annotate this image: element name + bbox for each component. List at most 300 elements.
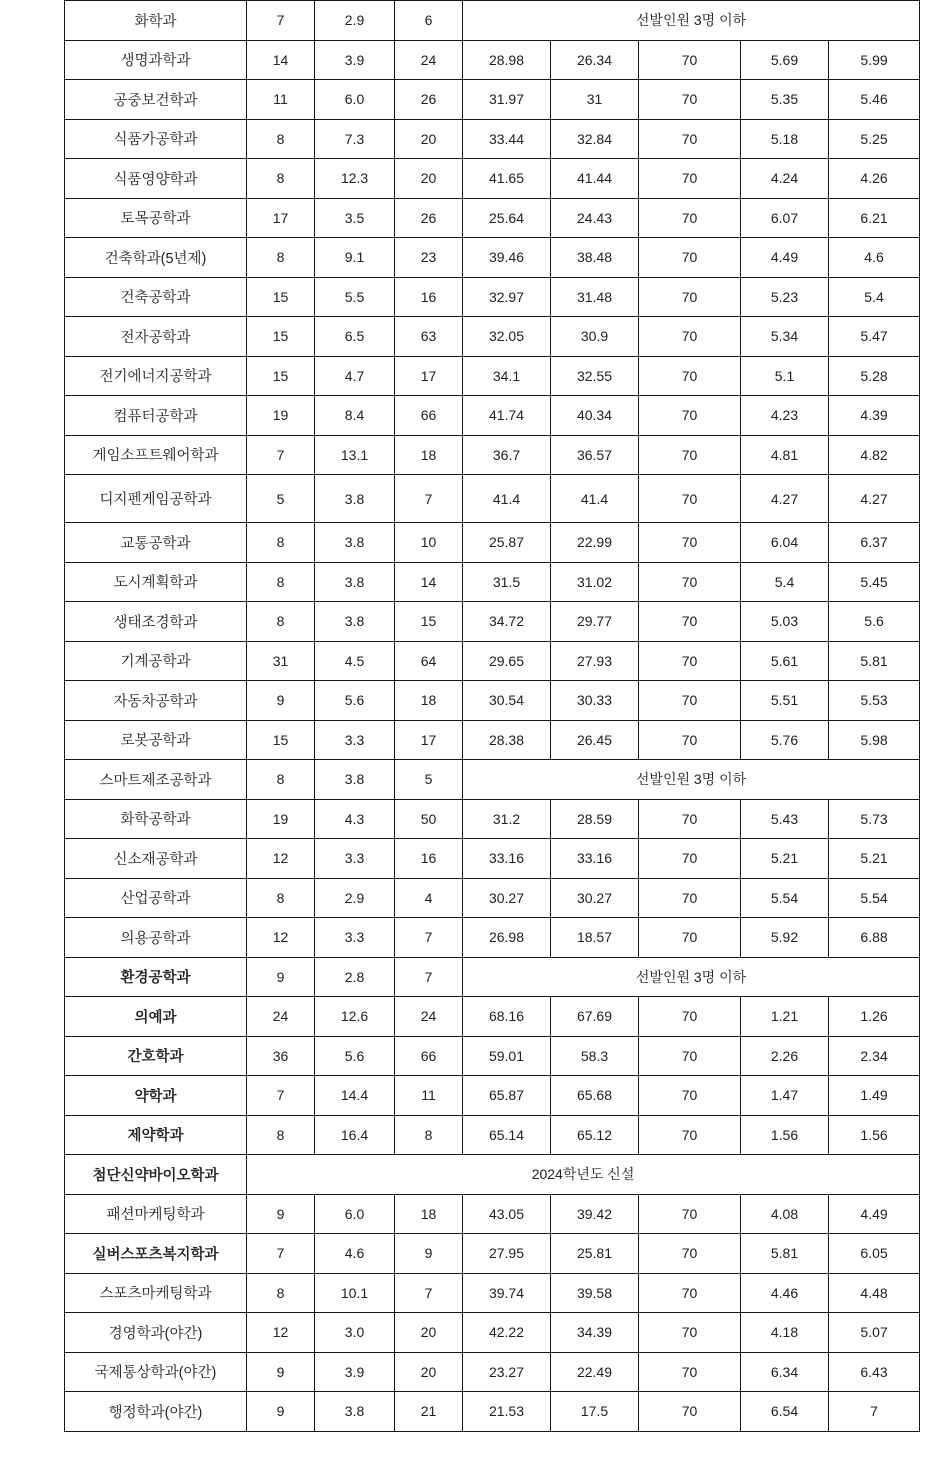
value-cell: 19 — [247, 799, 315, 839]
value-cell: 70 — [639, 159, 741, 199]
department-cell: 패션마케팅학과 — [65, 1194, 247, 1234]
table-row — [65, 80, 920, 120]
value-cell: 5.28 — [829, 356, 920, 396]
value-cell: 19 — [247, 396, 315, 436]
value-cell: 5.54 — [829, 878, 920, 918]
merged-note-cell: 2024학년도 신설 — [247, 1155, 920, 1195]
department-cell: 의예과 — [65, 997, 247, 1037]
value-cell: 36 — [247, 1036, 315, 1076]
table-row — [65, 119, 920, 159]
value-cell: 58.3 — [551, 1036, 639, 1076]
table-row — [65, 356, 920, 396]
value-cell: 70 — [639, 277, 741, 317]
value-cell: 2.9 — [315, 1, 395, 41]
value-cell: 41.4 — [551, 475, 639, 523]
value-cell: 66 — [395, 396, 463, 436]
value-cell: 2.9 — [315, 878, 395, 918]
value-cell: 16 — [395, 277, 463, 317]
value-cell: 27.95 — [463, 1234, 551, 1274]
table-row — [65, 523, 920, 563]
value-cell: 8 — [247, 238, 315, 278]
value-cell: 6.05 — [829, 1234, 920, 1274]
table-row — [65, 1036, 920, 1076]
value-cell: 15 — [247, 317, 315, 357]
value-cell: 26.98 — [463, 918, 551, 958]
table-row — [65, 720, 920, 760]
department-cell: 건축공학과 — [65, 277, 247, 317]
value-cell: 70 — [639, 119, 741, 159]
value-cell: 30.9 — [551, 317, 639, 357]
value-cell: 12 — [247, 1313, 315, 1353]
value-cell: 27.93 — [551, 641, 639, 681]
value-cell: 22.49 — [551, 1352, 639, 1392]
table-row — [65, 475, 920, 523]
value-cell: 70 — [639, 681, 741, 721]
value-cell: 6.54 — [741, 1392, 829, 1432]
value-cell: 20 — [395, 159, 463, 199]
value-cell: 6.21 — [829, 198, 920, 238]
value-cell: 5.73 — [829, 799, 920, 839]
value-cell: 39.74 — [463, 1273, 551, 1313]
value-cell: 8 — [395, 1115, 463, 1155]
value-cell: 18 — [395, 681, 463, 721]
value-cell: 22.99 — [551, 523, 639, 563]
value-cell: 30.27 — [463, 878, 551, 918]
value-cell: 24 — [247, 997, 315, 1037]
value-cell: 70 — [639, 1392, 741, 1432]
value-cell: 3.0 — [315, 1313, 395, 1353]
value-cell: 25.87 — [463, 523, 551, 563]
value-cell: 14 — [247, 40, 315, 80]
value-cell: 70 — [639, 435, 741, 475]
value-cell: 7.3 — [315, 119, 395, 159]
value-cell: 63 — [395, 317, 463, 357]
value-cell: 5.18 — [741, 119, 829, 159]
value-cell: 70 — [639, 602, 741, 642]
value-cell: 5.92 — [741, 918, 829, 958]
value-cell: 15 — [247, 356, 315, 396]
value-cell: 8 — [247, 1273, 315, 1313]
value-cell: 32.97 — [463, 277, 551, 317]
table-row — [65, 1, 920, 41]
value-cell: 4.39 — [829, 396, 920, 436]
value-cell: 5.34 — [741, 317, 829, 357]
value-cell: 70 — [639, 641, 741, 681]
value-cell: 17 — [247, 198, 315, 238]
value-cell: 30.27 — [551, 878, 639, 918]
value-cell: 3.8 — [315, 475, 395, 523]
value-cell: 39.42 — [551, 1194, 639, 1234]
value-cell: 8 — [247, 878, 315, 918]
value-cell: 50 — [395, 799, 463, 839]
value-cell: 26 — [395, 198, 463, 238]
value-cell: 38.48 — [551, 238, 639, 278]
value-cell: 30.54 — [463, 681, 551, 721]
department-cell: 디지펜게임공학과 — [65, 475, 247, 523]
value-cell: 34.39 — [551, 1313, 639, 1353]
value-cell: 70 — [639, 1234, 741, 1274]
department-cell: 컴퓨터공학과 — [65, 396, 247, 436]
value-cell: 41.74 — [463, 396, 551, 436]
value-cell: 18 — [395, 435, 463, 475]
value-cell: 10.1 — [315, 1273, 395, 1313]
department-cell: 게임소프트웨어학과 — [65, 435, 247, 475]
value-cell: 2.26 — [741, 1036, 829, 1076]
value-cell: 28.38 — [463, 720, 551, 760]
table-row — [65, 40, 920, 80]
value-cell: 5.23 — [741, 277, 829, 317]
value-cell: 24 — [395, 997, 463, 1037]
value-cell: 4.48 — [829, 1273, 920, 1313]
value-cell: 5.4 — [741, 562, 829, 602]
value-cell: 4.6 — [315, 1234, 395, 1274]
table-row — [65, 1392, 920, 1432]
value-cell: 3.8 — [315, 562, 395, 602]
value-cell: 70 — [639, 317, 741, 357]
value-cell: 4.49 — [829, 1194, 920, 1234]
value-cell: 70 — [639, 80, 741, 120]
value-cell: 42.22 — [463, 1313, 551, 1353]
department-cell: 공중보건학과 — [65, 80, 247, 120]
value-cell: 2.8 — [315, 957, 395, 997]
value-cell: 31.48 — [551, 277, 639, 317]
table-row — [65, 198, 920, 238]
table-row — [65, 799, 920, 839]
value-cell: 5.98 — [829, 720, 920, 760]
table-row — [65, 839, 920, 879]
value-cell: 41.4 — [463, 475, 551, 523]
value-cell: 43.05 — [463, 1194, 551, 1234]
value-cell: 17 — [395, 720, 463, 760]
value-cell: 9 — [247, 1392, 315, 1432]
table-row — [65, 1273, 920, 1313]
value-cell: 8 — [247, 562, 315, 602]
value-cell: 70 — [639, 238, 741, 278]
value-cell: 18.57 — [551, 918, 639, 958]
department-cell: 의용공학과 — [65, 918, 247, 958]
value-cell: 70 — [639, 839, 741, 879]
value-cell: 31 — [551, 80, 639, 120]
table-row — [65, 238, 920, 278]
value-cell: 70 — [639, 1036, 741, 1076]
table-row — [65, 1155, 920, 1195]
value-cell: 34.72 — [463, 602, 551, 642]
value-cell: 36.57 — [551, 435, 639, 475]
value-cell: 67.69 — [551, 997, 639, 1037]
table-row — [65, 277, 920, 317]
value-cell: 65.87 — [463, 1076, 551, 1116]
value-cell: 16 — [395, 839, 463, 879]
value-cell: 17 — [395, 356, 463, 396]
department-cell: 자동차공학과 — [65, 681, 247, 721]
value-cell: 18 — [395, 1194, 463, 1234]
value-cell: 4.49 — [741, 238, 829, 278]
value-cell: 24 — [395, 40, 463, 80]
value-cell: 41.44 — [551, 159, 639, 199]
department-cell: 전자공학과 — [65, 317, 247, 357]
value-cell: 70 — [639, 562, 741, 602]
value-cell: 23.27 — [463, 1352, 551, 1392]
department-cell: 스포츠마케팅학과 — [65, 1273, 247, 1313]
value-cell: 5.47 — [829, 317, 920, 357]
value-cell: 7 — [247, 435, 315, 475]
value-cell: 4.3 — [315, 799, 395, 839]
department-cell: 화학공학과 — [65, 799, 247, 839]
value-cell: 66 — [395, 1036, 463, 1076]
value-cell: 32.84 — [551, 119, 639, 159]
department-cell: 환경공학과 — [65, 957, 247, 997]
value-cell: 6.88 — [829, 918, 920, 958]
table-row — [65, 435, 920, 475]
department-cell: 산업공학과 — [65, 878, 247, 918]
value-cell: 39.58 — [551, 1273, 639, 1313]
value-cell: 5.6 — [829, 602, 920, 642]
table-row — [65, 1313, 920, 1353]
value-cell: 70 — [639, 997, 741, 1037]
table-row — [65, 957, 920, 997]
table-row — [65, 641, 920, 681]
value-cell: 33.44 — [463, 119, 551, 159]
department-cell: 로봇공학과 — [65, 720, 247, 760]
table-row — [65, 878, 920, 918]
value-cell: 3.3 — [315, 918, 395, 958]
value-cell: 6 — [395, 1, 463, 41]
value-cell: 1.56 — [829, 1115, 920, 1155]
value-cell: 7 — [395, 475, 463, 523]
value-cell: 9 — [247, 681, 315, 721]
value-cell: 9 — [247, 1352, 315, 1392]
value-cell: 65.12 — [551, 1115, 639, 1155]
department-cell: 생태조경학과 — [65, 602, 247, 642]
value-cell: 70 — [639, 878, 741, 918]
value-cell: 5.54 — [741, 878, 829, 918]
department-cell: 건축학과(5년제) — [65, 238, 247, 278]
value-cell: 5.43 — [741, 799, 829, 839]
value-cell: 3.3 — [315, 839, 395, 879]
value-cell: 5.46 — [829, 80, 920, 120]
department-cell: 약학과 — [65, 1076, 247, 1116]
value-cell: 65.14 — [463, 1115, 551, 1155]
table-row — [65, 1234, 920, 1274]
value-cell: 29.77 — [551, 602, 639, 642]
table-row — [65, 396, 920, 436]
value-cell: 5.4 — [829, 277, 920, 317]
value-cell: 70 — [639, 799, 741, 839]
value-cell: 3.8 — [315, 1392, 395, 1432]
value-cell: 7 — [395, 918, 463, 958]
table-body — [65, 1, 920, 1432]
department-cell: 기계공학과 — [65, 641, 247, 681]
value-cell: 23 — [395, 238, 463, 278]
value-cell: 5.81 — [829, 641, 920, 681]
value-cell: 70 — [639, 1115, 741, 1155]
value-cell: 6.34 — [741, 1352, 829, 1392]
value-cell: 7 — [395, 957, 463, 997]
department-cell: 행정학과(야간) — [65, 1392, 247, 1432]
value-cell: 70 — [639, 475, 741, 523]
value-cell: 5.76 — [741, 720, 829, 760]
value-cell: 7 — [829, 1392, 920, 1432]
value-cell: 21 — [395, 1392, 463, 1432]
value-cell: 9 — [395, 1234, 463, 1274]
value-cell: 30.33 — [551, 681, 639, 721]
value-cell: 5.99 — [829, 40, 920, 80]
value-cell: 4.27 — [741, 475, 829, 523]
department-cell: 도시계획학과 — [65, 562, 247, 602]
value-cell: 4.81 — [741, 435, 829, 475]
value-cell: 70 — [639, 1194, 741, 1234]
value-cell: 6.5 — [315, 317, 395, 357]
value-cell: 11 — [247, 80, 315, 120]
table-row — [65, 1352, 920, 1392]
value-cell: 31.2 — [463, 799, 551, 839]
value-cell: 5.53 — [829, 681, 920, 721]
value-cell: 12 — [247, 839, 315, 879]
value-cell: 5 — [247, 475, 315, 523]
value-cell: 5.35 — [741, 80, 829, 120]
value-cell: 4 — [395, 878, 463, 918]
value-cell: 12.6 — [315, 997, 395, 1037]
value-cell: 14 — [395, 562, 463, 602]
value-cell: 8.4 — [315, 396, 395, 436]
value-cell: 12.3 — [315, 159, 395, 199]
value-cell: 3.9 — [315, 1352, 395, 1392]
value-cell: 68.16 — [463, 997, 551, 1037]
table-row — [65, 918, 920, 958]
value-cell: 4.5 — [315, 641, 395, 681]
merged-note-cell: 선발인원 3명 이하 — [463, 760, 920, 800]
value-cell: 8 — [247, 760, 315, 800]
value-cell: 26.45 — [551, 720, 639, 760]
value-cell: 70 — [639, 198, 741, 238]
value-cell: 5.51 — [741, 681, 829, 721]
value-cell: 16.4 — [315, 1115, 395, 1155]
value-cell: 17.5 — [551, 1392, 639, 1432]
value-cell: 14.4 — [315, 1076, 395, 1116]
value-cell: 70 — [639, 1076, 741, 1116]
value-cell: 31.02 — [551, 562, 639, 602]
value-cell: 13.1 — [315, 435, 395, 475]
value-cell: 20 — [395, 1313, 463, 1353]
value-cell: 25.81 — [551, 1234, 639, 1274]
table-row — [65, 602, 920, 642]
value-cell: 3.8 — [315, 523, 395, 563]
department-cell: 신소재공학과 — [65, 839, 247, 879]
value-cell: 4.18 — [741, 1313, 829, 1353]
merged-note-cell: 선발인원 3명 이하 — [463, 957, 920, 997]
value-cell: 70 — [639, 40, 741, 80]
table-row — [65, 760, 920, 800]
value-cell: 26.34 — [551, 40, 639, 80]
table-row — [65, 317, 920, 357]
value-cell: 4.24 — [741, 159, 829, 199]
table-row — [65, 1076, 920, 1116]
value-cell: 5.6 — [315, 1036, 395, 1076]
value-cell: 3.5 — [315, 198, 395, 238]
value-cell: 1.56 — [741, 1115, 829, 1155]
value-cell: 70 — [639, 1313, 741, 1353]
value-cell: 4.27 — [829, 475, 920, 523]
value-cell: 7 — [247, 1, 315, 41]
value-cell: 20 — [395, 119, 463, 159]
value-cell: 6.0 — [315, 1194, 395, 1234]
value-cell: 5.21 — [741, 839, 829, 879]
value-cell: 8 — [247, 602, 315, 642]
value-cell: 6.04 — [741, 523, 829, 563]
value-cell: 8 — [247, 1115, 315, 1155]
value-cell: 39.46 — [463, 238, 551, 278]
table-row — [65, 159, 920, 199]
value-cell: 21.53 — [463, 1392, 551, 1432]
value-cell: 5.03 — [741, 602, 829, 642]
value-cell: 5.69 — [741, 40, 829, 80]
value-cell: 4.7 — [315, 356, 395, 396]
department-cell: 제약학과 — [65, 1115, 247, 1155]
value-cell: 8 — [247, 159, 315, 199]
value-cell: 70 — [639, 720, 741, 760]
value-cell: 5.1 — [741, 356, 829, 396]
value-cell: 31.5 — [463, 562, 551, 602]
department-cell: 토목공학과 — [65, 198, 247, 238]
value-cell: 4.82 — [829, 435, 920, 475]
value-cell: 5.25 — [829, 119, 920, 159]
value-cell: 2.34 — [829, 1036, 920, 1076]
value-cell: 70 — [639, 523, 741, 563]
department-cell: 경영학과(야간) — [65, 1313, 247, 1353]
value-cell: 28.59 — [551, 799, 639, 839]
value-cell: 1.21 — [741, 997, 829, 1037]
department-cell: 생명과학과 — [65, 40, 247, 80]
value-cell: 70 — [639, 1273, 741, 1313]
value-cell: 5.6 — [315, 681, 395, 721]
department-cell: 첨단신약바이오학과 — [65, 1155, 247, 1195]
table-row — [65, 681, 920, 721]
value-cell: 33.16 — [463, 839, 551, 879]
value-cell: 9 — [247, 1194, 315, 1234]
department-cell: 국제통상학과(야간) — [65, 1352, 247, 1392]
merged-note-cell: 선발인원 3명 이하 — [463, 1, 920, 41]
value-cell: 31 — [247, 641, 315, 681]
value-cell: 3.9 — [315, 40, 395, 80]
value-cell: 25.64 — [463, 198, 551, 238]
value-cell: 15 — [395, 602, 463, 642]
value-cell: 5 — [395, 760, 463, 800]
department-cell: 실버스포츠복지학과 — [65, 1234, 247, 1274]
table-row — [65, 562, 920, 602]
value-cell: 20 — [395, 1352, 463, 1392]
value-cell: 32.55 — [551, 356, 639, 396]
value-cell: 33.16 — [551, 839, 639, 879]
value-cell: 28.98 — [463, 40, 551, 80]
value-cell: 5.21 — [829, 839, 920, 879]
value-cell: 6.37 — [829, 523, 920, 563]
value-cell: 59.01 — [463, 1036, 551, 1076]
value-cell: 1.26 — [829, 997, 920, 1037]
value-cell: 5.5 — [315, 277, 395, 317]
value-cell: 7 — [247, 1076, 315, 1116]
table-row — [65, 997, 920, 1037]
value-cell: 29.65 — [463, 641, 551, 681]
value-cell: 65.68 — [551, 1076, 639, 1116]
value-cell: 9.1 — [315, 238, 395, 278]
value-cell: 41.65 — [463, 159, 551, 199]
value-cell: 8 — [247, 523, 315, 563]
admission-results-table-container — [64, 0, 919, 1432]
admission-results-table — [64, 0, 920, 1432]
value-cell: 12 — [247, 918, 315, 958]
value-cell: 10 — [395, 523, 463, 563]
table-row — [65, 1115, 920, 1155]
